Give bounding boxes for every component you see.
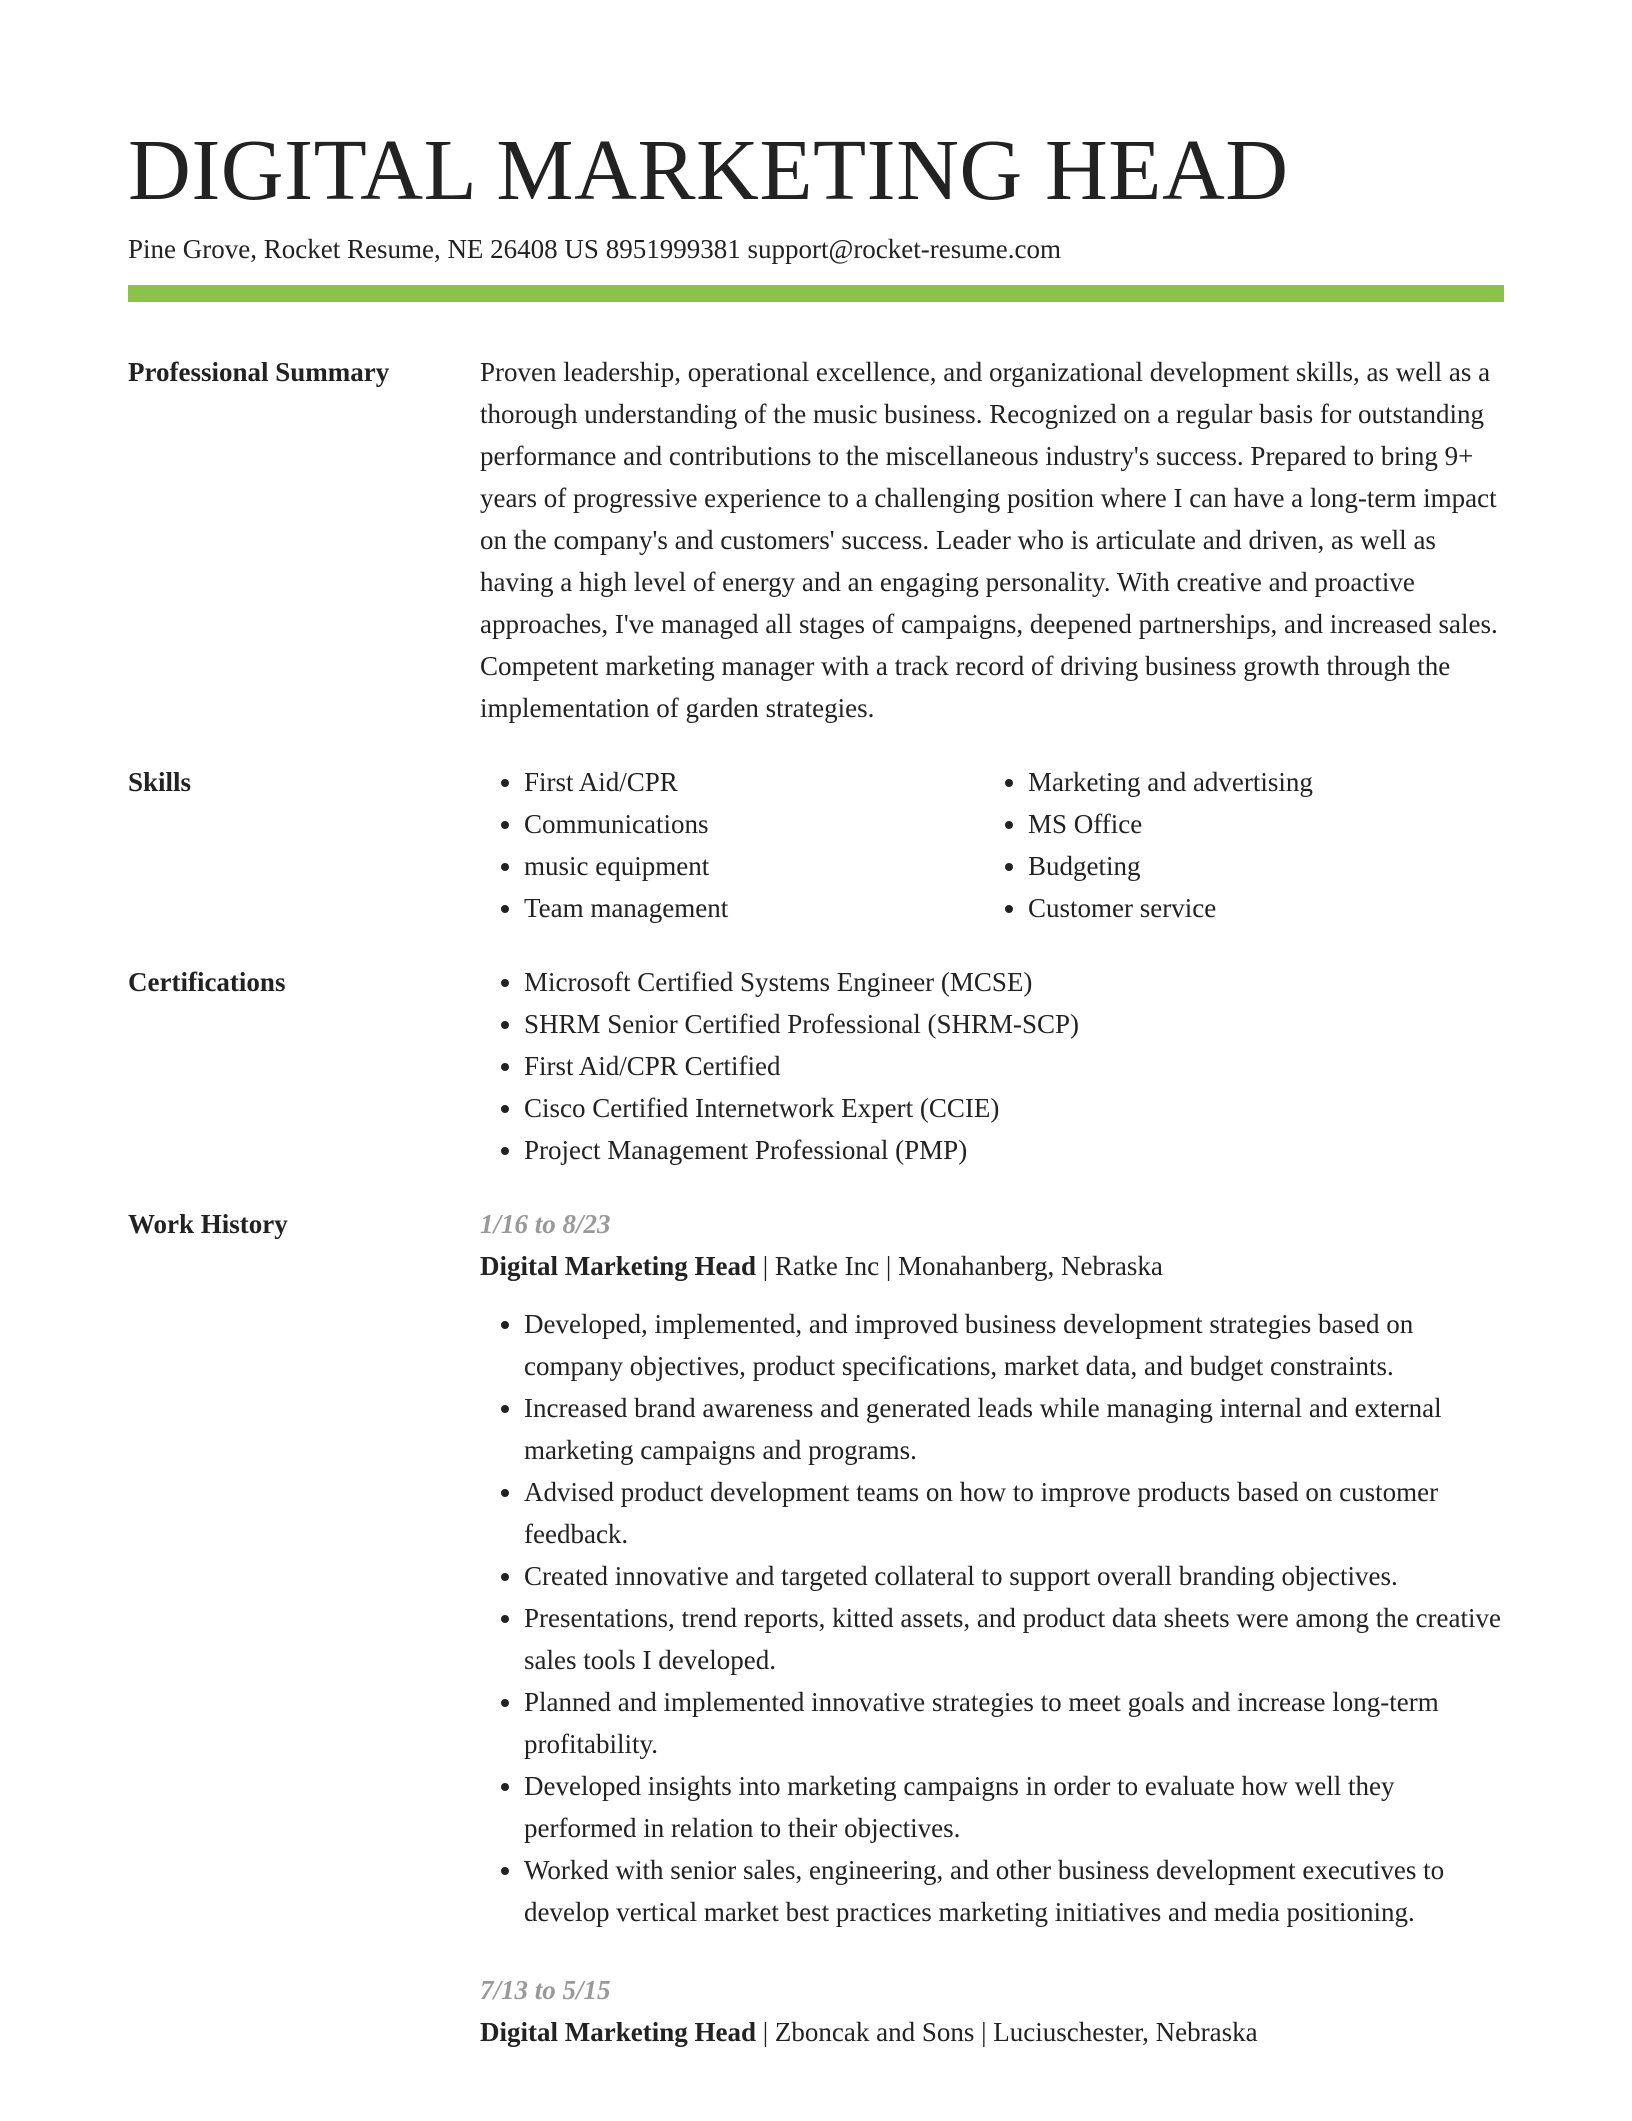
job-bullet: • Planned and implemented innovative strategies to meet goals and increase long-term profitability.: [524, 1681, 1504, 1765]
contact-phone: 8951999381: [605, 234, 748, 264]
skills-list-right: [984, 761, 1488, 929]
summary-body: [480, 351, 1504, 729]
summary-text: Proven leadership, operational excellence, and organizational development skills, as well as a thorough understanding of the music business. Recognized on a regular basis for outstanding performance and contributions to the miscellaneous industry's success. Prepared to bring 9+ years of progressive experience to a challenging position where I can have a long-term impact on the company's and customers' success. Leader who is articulate and driven, as well as having a high level of energy and an engaging personality. With creative and proactive approaches, I've managed all stages of campaigns, deepened partnerships, and increased sales. Competent marketing manager with a track record of driving business growth through the implementation of garden strategies.: [480, 357, 1498, 723]
job-separator: |: [885, 1251, 898, 1281]
skills-list-left: [480, 761, 984, 929]
section-label-summary: Professional Summary: [128, 357, 390, 387]
job-bullet: • Advised product development teams on how to improve products based on customer feedback.: [524, 1471, 1504, 1555]
job-title: Digital Marketing Head: [480, 1251, 756, 1281]
certification-item: • Microsoft Certified Systems Engineer (MCSE): [524, 961, 1504, 1003]
resume-sections: [128, 351, 1504, 2121]
skill-item: • MS Office: [1028, 803, 1488, 845]
job-bullet: • Developed, implemented, and improved business development strategies based on company objectives, product specifications, market data, and budget constraints.: [524, 1303, 1504, 1387]
job-title: Digital Marketing Head: [480, 2017, 756, 2047]
job-bullet: • Created innovative and targeted collateral to support overall branding objectives.: [524, 1555, 1504, 1597]
summary-section: [128, 351, 1504, 729]
job-location: Monahanberg, Nebraska: [898, 1251, 1163, 1281]
job-entry: [480, 1203, 1504, 1933]
job-title-line: [480, 1245, 1504, 1287]
skills-section: [128, 761, 1504, 929]
contact-email: support@rocket-resume.com: [747, 234, 1061, 264]
job-company: Ratke Inc: [774, 1251, 880, 1281]
section-label-certifications: Certifications: [128, 967, 286, 997]
skill-item: • Communications: [524, 803, 984, 845]
skill-item: • music equipment: [524, 845, 984, 887]
job-entry: [480, 1969, 1504, 2053]
job-title-line: [480, 2011, 1504, 2053]
job-bullets: [480, 1303, 1504, 1933]
job-bullet: • Developed insights into marketing campaigns in order to evaluate how well they performed in relation to their objectives.: [524, 1765, 1504, 1849]
certification-item: • Project Management Professional (PMP): [524, 1129, 1504, 1171]
job-location: Luciuschester, Nebraska: [993, 2017, 1258, 2047]
certifications-section: [128, 961, 1504, 1171]
skill-item: • Budgeting: [1028, 845, 1488, 887]
skill-item: • Customer service: [1028, 887, 1488, 929]
certifications-body: [480, 961, 1504, 1171]
certification-item: • Cisco Certified Internetwork Expert (CCIE): [524, 1087, 1504, 1129]
job-bullet: • Presentations, trend reports, kitted assets, and product data sheets were among the creative sales tools I developed.: [524, 1597, 1504, 1681]
contact-address: Pine Grove, Rocket Resume, NE 26408 US: [128, 234, 606, 264]
job-dates: 7/13 to 5/15: [480, 1975, 611, 2005]
resume-name: DIGITAL MARKETING HEAD: [128, 121, 1289, 218]
accent-divider: [128, 285, 1504, 302]
job-separator: |: [762, 2017, 775, 2047]
skill-item: • Marketing and advertising: [1028, 761, 1488, 803]
skills-body: [480, 761, 1504, 929]
skill-item: • First Aid/CPR: [524, 761, 984, 803]
contact-line: [128, 231, 1061, 267]
certification-item: • First Aid/CPR Certified: [524, 1045, 1504, 1087]
certification-item: • SHRM Senior Certified Professional (SHRM-SCP): [524, 1003, 1504, 1045]
skill-item: • Team management: [524, 887, 984, 929]
job-company: Zboncak and Sons: [774, 2017, 975, 2047]
job-bullet: • Worked with senior sales, engineering, and other business development executives to develop vertical market best practices marketing initiatives and media positioning.: [524, 1849, 1504, 1933]
job-bullet: • Increased brand awareness and generated leads while managing internal and external marketing campaigns and programs.: [524, 1387, 1504, 1471]
section-label-skills: Skills: [128, 767, 192, 797]
certifications-list: [480, 961, 1504, 1171]
job-separator: |: [762, 1251, 775, 1281]
job-separator: |: [981, 2017, 994, 2047]
work-history-body: [480, 1203, 1504, 2089]
job-dates: 1/16 to 8/23: [480, 1209, 611, 1239]
work-history-section: [128, 1203, 1504, 2089]
section-label-work-history: Work History: [128, 1209, 288, 1239]
